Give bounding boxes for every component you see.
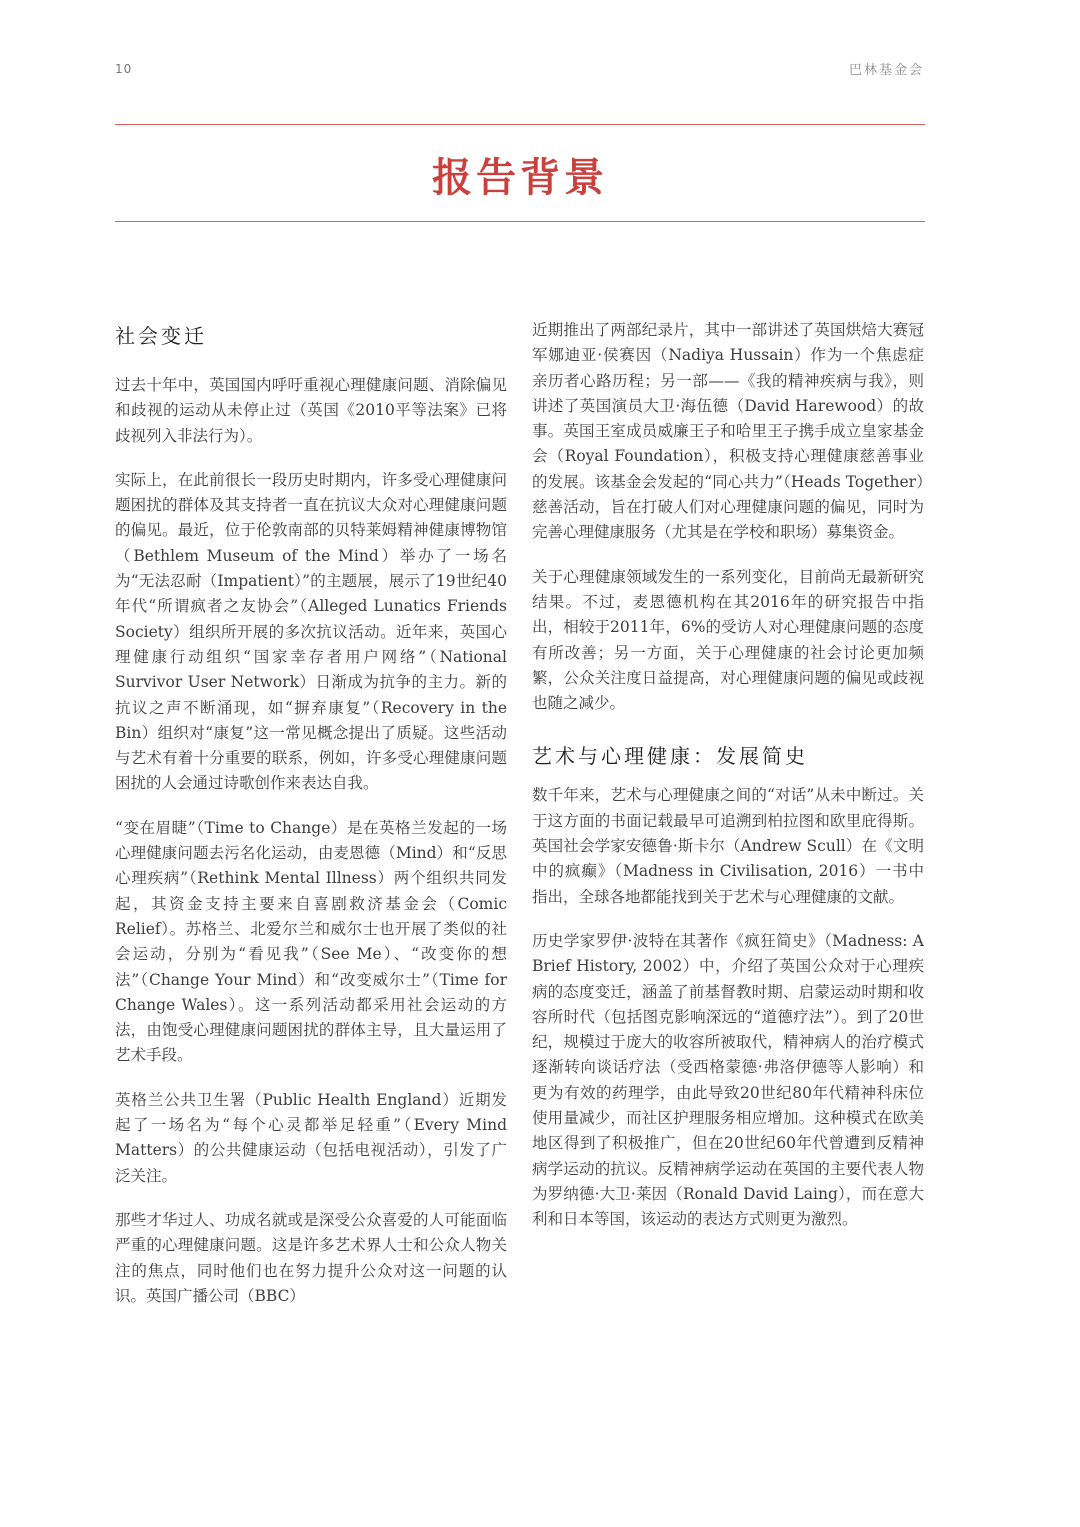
paragraph: 过去十年中，英国国内呼吁重视心理健康问题、消除偏见和歧视的运动从未停止过（英国《2010平等法案》已将歧视列入非法行为）。	[115, 376, 507, 445]
left-column	[115, 316, 507, 1328]
paragraph: 那些才华过人、功成名就或是深受公众喜爱的人可能面临严重的心理健康问题。这是许多艺术界人士和公众人物关注的焦点，同时他们也在努力提升公众对这一问题的认识。英国广播公司（BBC）	[115, 1210, 507, 1305]
paragraph: 实际上，在此前很长一段历史时期内，许多受心理健康问题困扰的群体及其支持者一直在抗议大众对心理健康问题的偏见。最近，位于伦敦南部的贝特莱姆精神健康博物馆（Bethlem Museum of the Mind）举办了一场名为“无法忍耐（Impatient）”的主题展，展示了19世纪40年代“所谓疯者之友协会”（Alleged Lunatics Friends Society）组织所开展的多次抗议活动。近年来，英国心理健康行动组织“国家幸存者用户网络”（National Survivor User Network）日渐成为抗争的主力。新的抗议之声不断涌现，如“摒弃康复”（Recovery in the Bin）组织对“康复”这一常见概念提出了质疑。这些活动与艺术有着十分重要的联系，例如，许多受心理健康问题困扰的人会通过诗歌创作来表达自我。	[115, 470, 507, 793]
paragraph: 英格兰公共卫生署（Public Health England）近期发起了一场名为“每个心灵都举足轻重”（Every Mind Matters）的公共健康运动（包括电视活动），引发了广泛关注。	[115, 1090, 507, 1185]
right-column	[532, 316, 924, 1252]
page-number: 10	[115, 62, 133, 76]
paragraph: “变在眉睫”（Time to Change）是在英格兰发起的一场心理健康问题去污名化运动，由麦恩德（Mind）和“反思心理疾病”（Rethink Mental Illness）两个组织共同发起，其资金支持主要来自喜剧救济基金会（Comic Relief）。苏格兰、北爱尔兰和威尔士也开展了类似的社会运动，分别为“看见我”（See Me）、“改变你的想法”（Change Your Mind）和“改变威尔士”（Time for Change Wales）。这一系列活动都采用社会运动的方法，由饱受心理健康问题困扰的群体主导，且大量运用了艺术手段。	[115, 818, 507, 1065]
paragraph: 关于心理健康领域发生的一系列变化，目前尚无最新研究结果。不过，麦恩德机构在其2016年的研究报告中指出，相较于2011年，6%的受访人对心理健康问题的态度有所改善；另一方面，关于心理健康的社会讨论更加频繁，公众关注度日益提高，对心理健康问题的偏见或歧视也随之减少。	[532, 567, 924, 713]
section-heading-social-change: 社会变迁	[115, 324, 207, 348]
paragraph: 近期推出了两部纪录片，其中一部讲述了英国烘焙大赛冠军娜迪亚·侯赛因（Nadiya Hussain）作为一个焦虑症亲历者心路历程；另一部——《我的精神疾病与我》，则讲述了英国演员大卫·海伍德（David Harewood）的故事。英国王室成员威廉王子和哈里王子携手成立皇家基金会（Royal Foundation），积极支持心理健康慈善事业的发展。该基金会发起的“同心共力”（Heads Together）慈善活动，旨在打破人们对心理健康问题的偏见，同时为完善心理健康服务（尤其是在学校和职场）募集资金。	[532, 321, 924, 542]
section-heading-arts-history: 艺术与心理健康：发展简史	[532, 744, 808, 769]
paragraph: 数千年来，艺术与心理健康之间的“对话”从未中断过。关于这方面的书面记载最早可追溯到柏拉图和欧里庇得斯。英国社会学家安德鲁·斯卡尔（Andrew Scull）在《文明中的疯癫》（Madness in Civilisation, 2016）一书中指出，全球各地都能找到关于艺术与心理健康的文献。	[532, 786, 924, 906]
title-bottom-rule	[115, 221, 925, 222]
paragraph: 历史学家罗伊·波特在其著作《疯狂简史》（Madness: A Brief History, 2002）中，介绍了英国公众对于心理疾病的态度变迁，涵盖了前基督教时期、启蒙运动时期和收容所时代（包括图克影响深远的“道德疗法”）。到了20世纪，规模过于庞大的收容所被取代，精神病人的治疗模式逐渐转向谈话疗法（受西格蒙德·弗洛伊德等人影响）和更为有效的药理学，由此导致20世纪80年代精神科床位使用量减少，而社区护理服务相应增加。这种模式在欧美地区得到了积极推广，但在20世纪60年代曾遭到反精神病学运动的抗议。反精神病学运动在英国的主要代表人物为罗纳德·大卫·莱因（Ronald David Laing），而在意大利和日本等国，该运动的表达方式则更为激烈。	[532, 931, 924, 1229]
title-top-rule	[115, 124, 925, 125]
page-title: 报告背景	[432, 155, 608, 201]
organization-name: 巴林基金会	[848, 63, 924, 78]
